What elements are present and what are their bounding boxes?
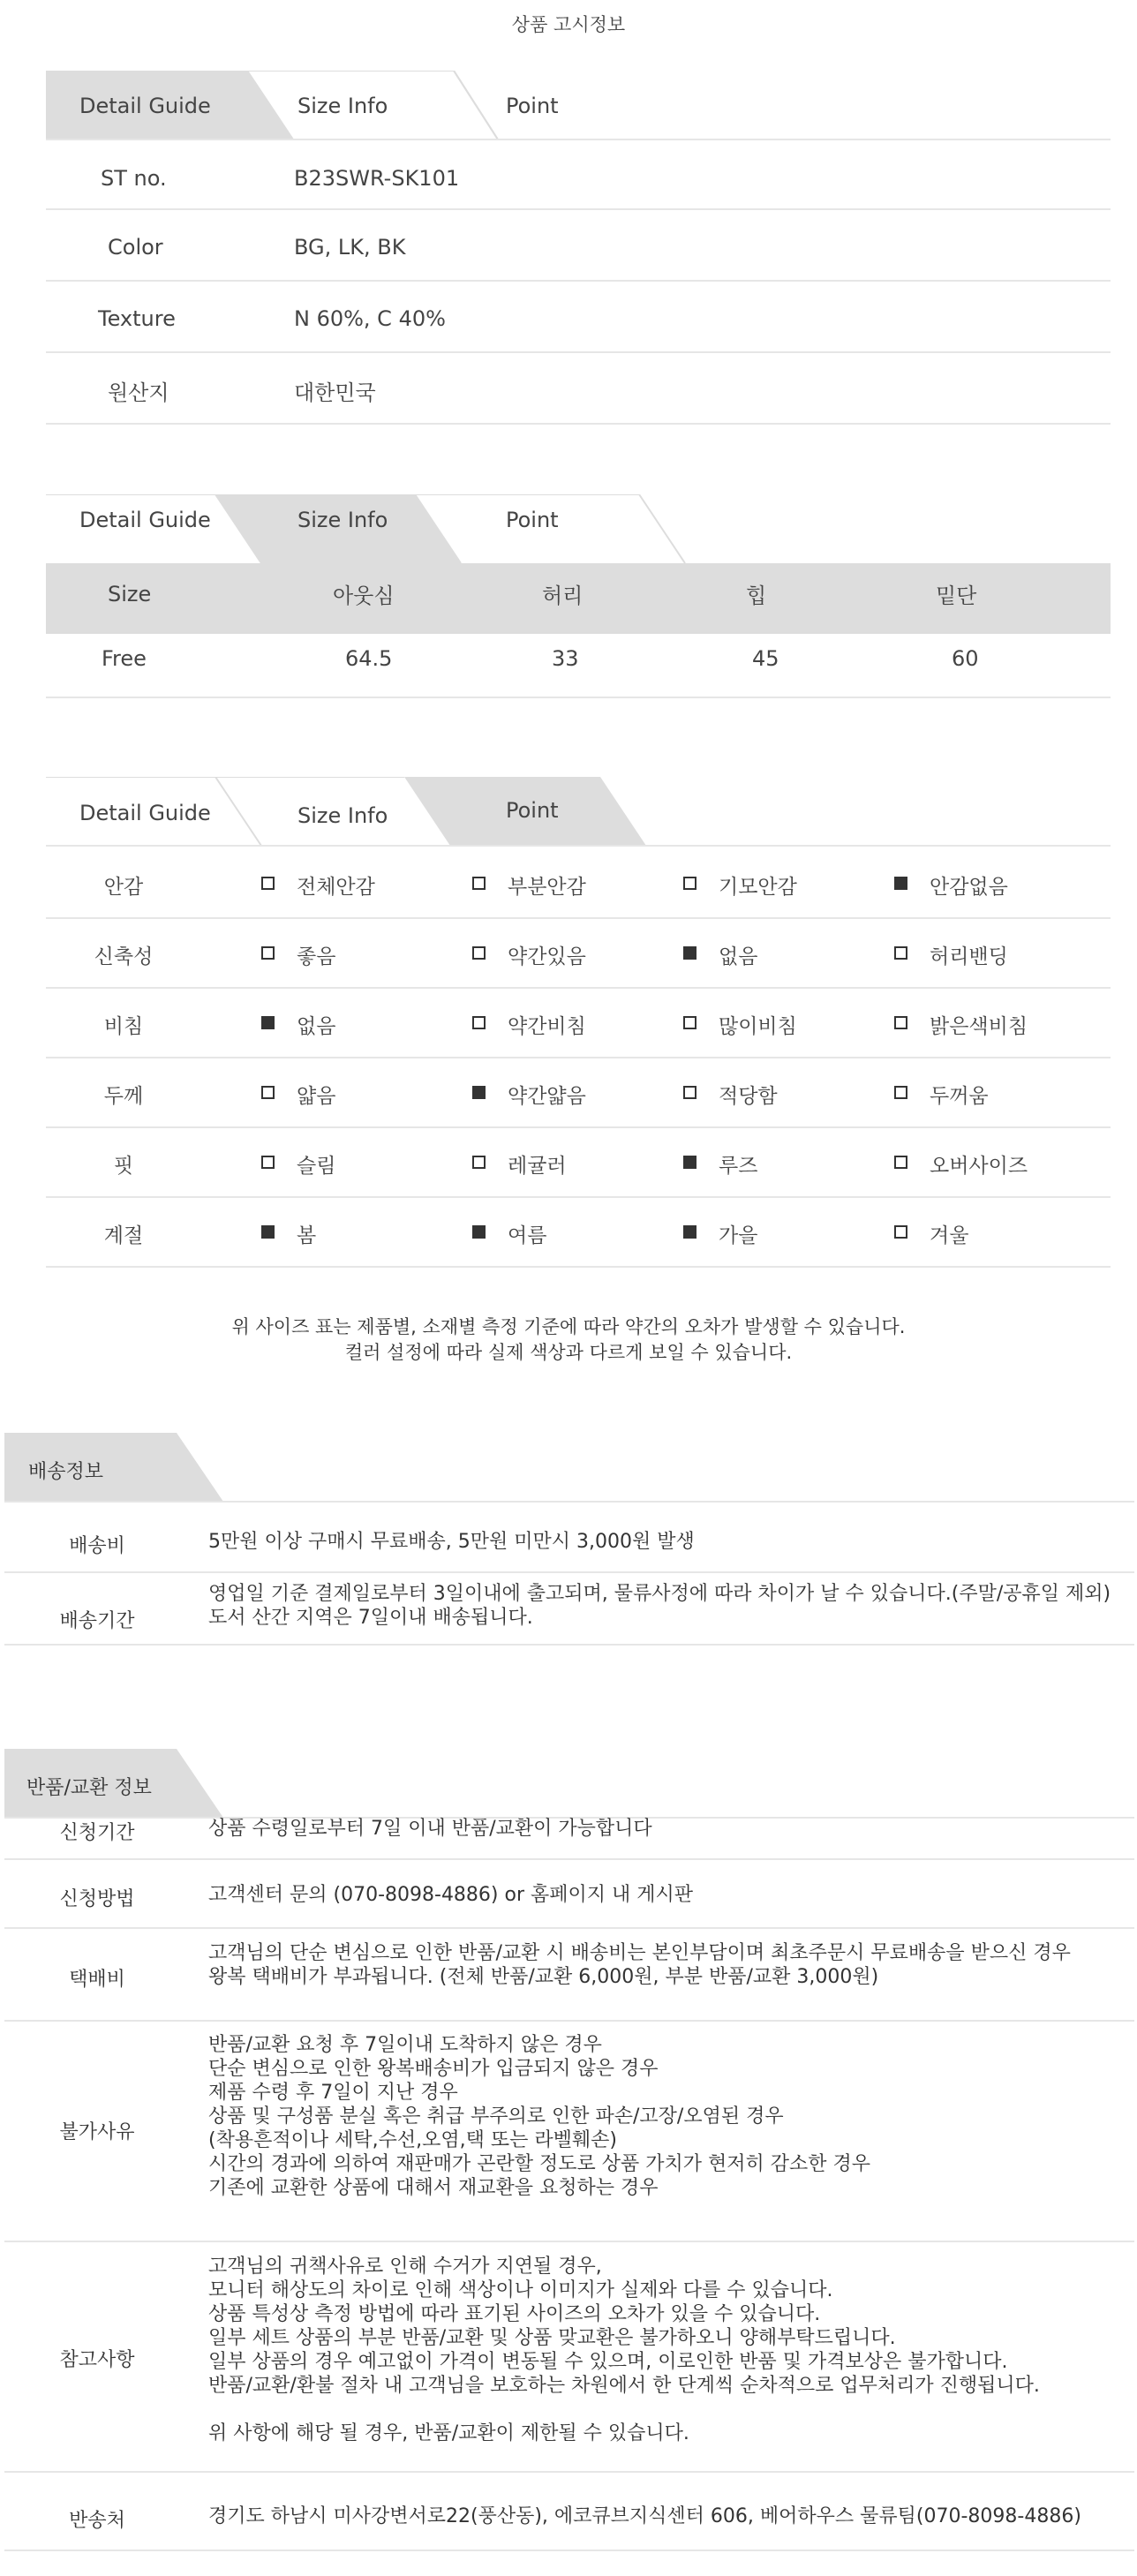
point-row-label: 계절: [103, 1224, 144, 1247]
detail-guide-section: [46, 71, 1111, 441]
row-divider: [4, 1571, 1134, 1573]
checkbox-unchecked: [894, 1016, 907, 1029]
detail-label-st-no: ST no.: [101, 166, 167, 191]
checkbox-unchecked: [683, 1016, 697, 1029]
point-option-label: 없음: [719, 945, 758, 968]
info-row-line: 상품 특성상 측정 방법에 따라 표기된 사이즈의 오차가 있을 수 있습니다.: [208, 2303, 821, 2325]
checkbox-unchecked: [894, 1225, 907, 1239]
size-header-hem: 밑단: [936, 584, 977, 608]
point-option-label: 기모안감: [719, 876, 797, 899]
size-header-hip: 힙: [746, 584, 767, 608]
point-option-label: 두꺼움: [930, 1085, 989, 1108]
note-line-2: 컬러 설정에 따라 실제 색상과 다르게 보일 수 있습니다.: [344, 1342, 793, 1363]
size-value-hip: 45: [752, 646, 779, 671]
info-row-line: 제품 수령 후 7일이 지난 경우: [208, 2082, 458, 2104]
row-divider: [46, 208, 1111, 210]
row-divider: [46, 1126, 1111, 1128]
detail-label-origin: 원산지: [108, 380, 169, 405]
checkbox-unchecked: [472, 877, 486, 890]
row-divider: [4, 2550, 1134, 2551]
page-title: 상품 고시정보: [511, 14, 626, 35]
size-header-size: Size: [108, 582, 152, 606]
info-row-label: 신청기간: [59, 1822, 135, 1844]
row-divider: [46, 351, 1111, 353]
point-option-label: 많이비침: [719, 1015, 797, 1038]
info-row-line: 모니터 해상도의 차이로 인해 색상이나 이미지가 실제와 다를 수 있습니다.: [208, 2279, 833, 2301]
info-row-label: 배송기간: [59, 1610, 135, 1632]
point-option-label: 부분안감: [508, 876, 586, 899]
checkbox-checked: [261, 1225, 275, 1239]
point-row-label: 신축성: [94, 945, 154, 968]
checkbox-unchecked: [683, 1086, 697, 1099]
tab-size-info[interactable]: Size Info: [297, 94, 388, 118]
info-row-label: 참고사항: [59, 2349, 135, 2371]
row-divider: [46, 917, 1111, 919]
point-option-label: 허리밴딩: [930, 945, 1008, 968]
detail-value-texture: N 60%, C 40%: [294, 306, 446, 331]
row-divider: [46, 987, 1111, 989]
size-header-waist: 허리: [542, 584, 584, 608]
point-option-label: 적당함: [719, 1085, 778, 1108]
row-divider: [46, 280, 1111, 282]
info-row-label: 신청방법: [59, 1888, 135, 1910]
checkbox-unchecked: [261, 946, 275, 960]
info-row-line: 일부 상품의 경우 예고없이 가격이 변동될 수 있으며, 이로인한 반품 및 가격보상은 불가합니다.: [208, 2351, 1008, 2373]
point-option-label: 좋음: [297, 945, 336, 968]
info-row-line: 시간의 경과에 의하여 재판매가 곤란할 정도로 상품 가치가 현저히 감소한 경우: [208, 2153, 870, 2175]
checkbox-checked: [683, 946, 697, 960]
checkbox-unchecked: [894, 1156, 907, 1169]
point-option-label: 봄: [297, 1224, 317, 1247]
info-row-line: 기존에 교환한 상품에 대해서 재교환을 요청하는 경우: [208, 2177, 659, 2199]
detail-value-color: BG, LK, BK: [294, 235, 406, 260]
point-option-label: 안감없음: [930, 876, 1008, 899]
size-value-size: Free: [102, 646, 147, 671]
row-divider: [46, 697, 1111, 698]
tab-point[interactable]: Point: [506, 508, 559, 532]
point-row-label: 핏: [113, 1155, 134, 1178]
shipping-header: 배송정보: [28, 1461, 104, 1483]
point-row-label: 두께: [103, 1085, 144, 1108]
tab-detail-guide[interactable]: Detail Guide: [79, 801, 211, 825]
info-row-line: 위 사항에 해당 될 경우, 반품/교환이 제한될 수 있습니다.: [208, 2422, 689, 2444]
point-option-label: 약간있음: [508, 945, 586, 968]
detail-value-st-no: B23SWR-SK101: [294, 166, 460, 191]
checkbox-unchecked: [472, 1016, 486, 1029]
info-row-line: 고객센터 문의 (070-8098-4886) or 홈페이지 내 게시판: [208, 1884, 694, 1906]
info-row-label: 배송비: [69, 1535, 125, 1557]
checkbox-unchecked: [683, 877, 697, 890]
point-option-label: 밝은색비침: [930, 1015, 1028, 1038]
point-row-label: 안감: [103, 876, 144, 899]
info-row-line: 반품/교환 요청 후 7일이내 도착하지 않은 경우: [208, 2034, 602, 2056]
checkbox-checked: [472, 1225, 486, 1239]
point-option-label: 가을: [719, 1224, 758, 1247]
point-option-label: 약간비침: [508, 1015, 586, 1038]
row-divider: [4, 2241, 1134, 2242]
size-value-hem: 60: [952, 646, 979, 671]
tab-size-info[interactable]: Size Info: [297, 508, 388, 532]
info-row-label: 택배비: [69, 1969, 125, 1991]
point-option-label: 겨울: [930, 1224, 969, 1247]
checkbox-unchecked: [472, 1156, 486, 1169]
tab-point[interactable]: Point: [506, 94, 559, 118]
row-divider: [4, 2471, 1134, 2473]
point-option-label: 여름: [508, 1224, 547, 1247]
detail-value-origin: 대한민국: [294, 380, 376, 405]
point-option-label: 루즈: [719, 1155, 758, 1178]
info-row-line: 상품 및 구성품 분실 혹은 취급 부주의로 인한 파손/고장/오염된 경우: [208, 2105, 784, 2128]
point-option-label: 약간얇음: [508, 1085, 586, 1108]
tab-detail-guide[interactable]: Detail Guide: [79, 94, 211, 118]
tab-detail-guide[interactable]: Detail Guide: [79, 508, 211, 532]
checkbox-checked: [894, 877, 907, 890]
point-row-label: 비침: [103, 1015, 144, 1038]
row-divider: [4, 2020, 1134, 2022]
returns-header-tab: [4, 1749, 1134, 1819]
checkbox-unchecked: [261, 877, 275, 890]
row-divider: [4, 1644, 1134, 1646]
returns-header: 반품/교환 정보: [26, 1777, 152, 1799]
checkbox-checked: [683, 1156, 697, 1169]
point-option-label: 얇음: [297, 1085, 336, 1108]
checkbox-unchecked: [261, 1086, 275, 1099]
info-row-line: 상품 수령일로부터 7일 이내 반품/교환이 가능합니다: [208, 1818, 652, 1840]
info-row-label: 불가사유: [59, 2121, 135, 2143]
tab-size-info[interactable]: Size Info: [297, 803, 388, 828]
size-header-outseam: 아웃심: [333, 584, 395, 608]
checkbox-unchecked: [894, 1086, 907, 1099]
point-option-label: 레귤러: [508, 1155, 567, 1178]
size-value-waist: 33: [552, 646, 579, 671]
point-option-label: 오버사이즈: [930, 1155, 1028, 1178]
info-row-line: 단순 변심으로 인한 왕복배송비가 입금되지 않은 경우: [208, 2058, 659, 2080]
point-option-label: 전체안감: [297, 876, 375, 899]
info-row-line: 고객님의 단순 변심으로 인한 반품/교환 시 배송비는 본인부담이며 최초주문시 무료배송을 받으신 경우: [208, 1942, 1071, 1964]
info-row-line: 고객님의 귀책사유로 인해 수거가 지연될 경우,: [208, 2256, 602, 2278]
info-row-line: 도서 산간 지역은 7일이내 배송됩니다.: [208, 1607, 533, 1629]
info-row-line: 왕복 택배비가 부과됩니다. (전체 반품/교환 6,000원, 부분 반품/교환 3,000원): [208, 1966, 879, 1988]
checkbox-unchecked: [894, 946, 907, 960]
point-option-label: 없음: [297, 1015, 336, 1038]
checkbox-unchecked: [261, 1156, 275, 1169]
row-divider: [46, 1266, 1111, 1268]
checkbox-checked: [261, 1016, 275, 1029]
row-divider: [4, 1858, 1134, 1860]
detail-label-texture: Texture: [98, 306, 176, 331]
detail-label-color: Color: [108, 235, 163, 260]
checkbox-checked: [683, 1225, 697, 1239]
row-divider: [46, 1057, 1111, 1058]
info-row-line: 영업일 기준 결제일로부터 3일이내에 출고되며, 물류사정에 따라 차이가 날 수 있습니다.(주말/공휴일 제외): [208, 1583, 1111, 1605]
checkbox-unchecked: [472, 946, 486, 960]
info-row-line: 5만원 이상 구매시 무료배송, 5만원 미만시 3,000원 발생: [208, 1531, 695, 1553]
row-divider: [46, 423, 1111, 425]
info-row-line: 일부 세트 상품의 부분 반품/교환 및 상품 맞교환은 불가하오니 양해부탁드립니다.: [208, 2327, 896, 2349]
info-row-label: 반송처: [69, 2510, 125, 2532]
point-option-label: 슬림: [297, 1155, 336, 1178]
size-value-outseam: 64.5: [345, 646, 393, 671]
row-divider: [4, 1927, 1134, 1929]
note-line-1: 위 사이즈 표는 제품별, 소재별 측정 기준에 따라 약간의 오차가 발생할 수 있습니다.: [231, 1316, 906, 1337]
row-divider: [46, 1196, 1111, 1198]
info-row-line: (착용흔적이나 세탁,수선,오염,택 또는 라벨훼손): [208, 2129, 617, 2151]
checkbox-checked: [472, 1086, 486, 1099]
info-row-line: 경기도 하남시 미사강변서로22(풍산동), 에코큐브지식센터 606, 베어하우스 물류팀(070-8098-4886): [208, 2505, 1081, 2527]
info-row-line: 반품/교환/환불 절차 내 고객님을 보호하는 차원에서 한 단계씩 순차적으로 업무처리가 진행됩니다.: [208, 2375, 1040, 2397]
tab-point[interactable]: Point: [506, 798, 559, 823]
shipping-header-tab: [4, 1433, 1134, 1503]
